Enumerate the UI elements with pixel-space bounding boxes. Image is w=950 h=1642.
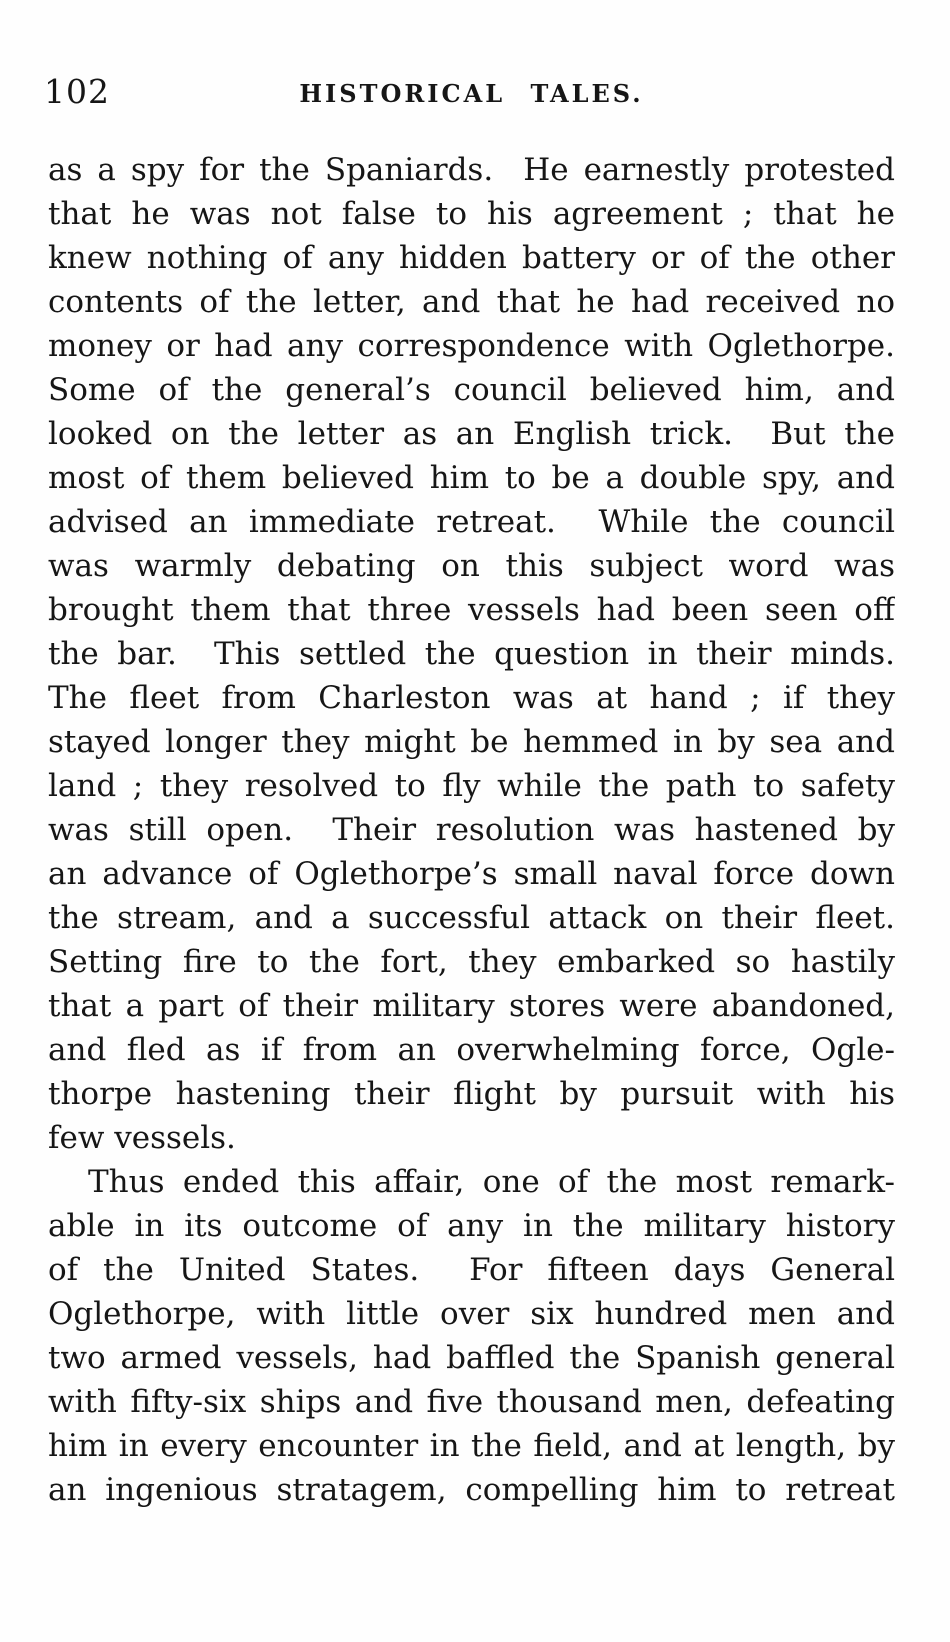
page-body-text <box>48 148 895 1512</box>
page-number: 102 <box>44 72 110 111</box>
text-line: looked on the letter as an English trick. But the <box>48 416 895 452</box>
text-line: money or had any correspondence with Oglethorpe. <box>48 328 895 364</box>
text-line: Setting fire to the fort, they embarked so hastily <box>48 944 895 980</box>
text-line: as a spy for the Spaniards. He earnestly protested <box>48 152 895 188</box>
text-line: him in every encounter in the field, and at length, by <box>48 1428 895 1464</box>
text-line: most of them believed him to be a double spy, and <box>48 460 895 496</box>
text-line: an ingenious stratagem, compelling him to retreat <box>48 1472 895 1508</box>
text-line: Oglethorpe, with little over six hundred men and <box>48 1296 895 1332</box>
text-line: advised an immediate retreat. While the council <box>48 504 895 540</box>
text-line: the stream, and a successful attack on their fleet. <box>48 900 895 936</box>
text-line: stayed longer they might be hemmed in by sea and <box>48 724 895 760</box>
text-line: brought them that three vessels had been seen off <box>48 592 895 628</box>
text-line: contents of the letter, and that he had received no <box>48 284 895 320</box>
text-line: Some of the general’s council believed him, and <box>48 372 895 408</box>
text-line: land ; they resolved to fly while the path to safety <box>48 768 895 804</box>
running-header-title: HISTORICAL TALES. <box>299 79 644 108</box>
text-line: The fleet from Charleston was at hand ; if they <box>48 680 895 716</box>
text-line: the bar. This settled the question in their minds. <box>48 636 895 672</box>
text-line: an advance of Oglethorpe’s small naval force down <box>48 856 895 892</box>
text-line: knew nothing of any hidden battery or of the other <box>48 240 895 276</box>
text-line: that he was not false to his agreement ; that he <box>48 196 895 232</box>
text-line: was still open. Their resolution was hastened by <box>48 812 895 848</box>
text-line: of the United States. For fifteen days General <box>48 1252 895 1288</box>
text-line: was warmly debating on this subject word was <box>48 548 895 584</box>
text-line: with fifty-six ships and five thousand men, defeating <box>48 1384 895 1420</box>
text-line: that a part of their military stores were abandoned, <box>48 988 895 1024</box>
text-line-paragraph-end: few vessels. <box>48 1120 236 1156</box>
text-line: two armed vessels, had baffled the Spanish general <box>48 1340 895 1376</box>
text-line-paragraph-start: Thus ended this affair, one of the most remark- <box>88 1164 895 1200</box>
text-line: able in its outcome of any in the military history <box>48 1208 895 1244</box>
text-line: thorpe hastening their flight by pursuit with his <box>48 1076 895 1112</box>
text-line: and fled as if from an overwhelming force, Ogle- <box>48 1032 895 1068</box>
